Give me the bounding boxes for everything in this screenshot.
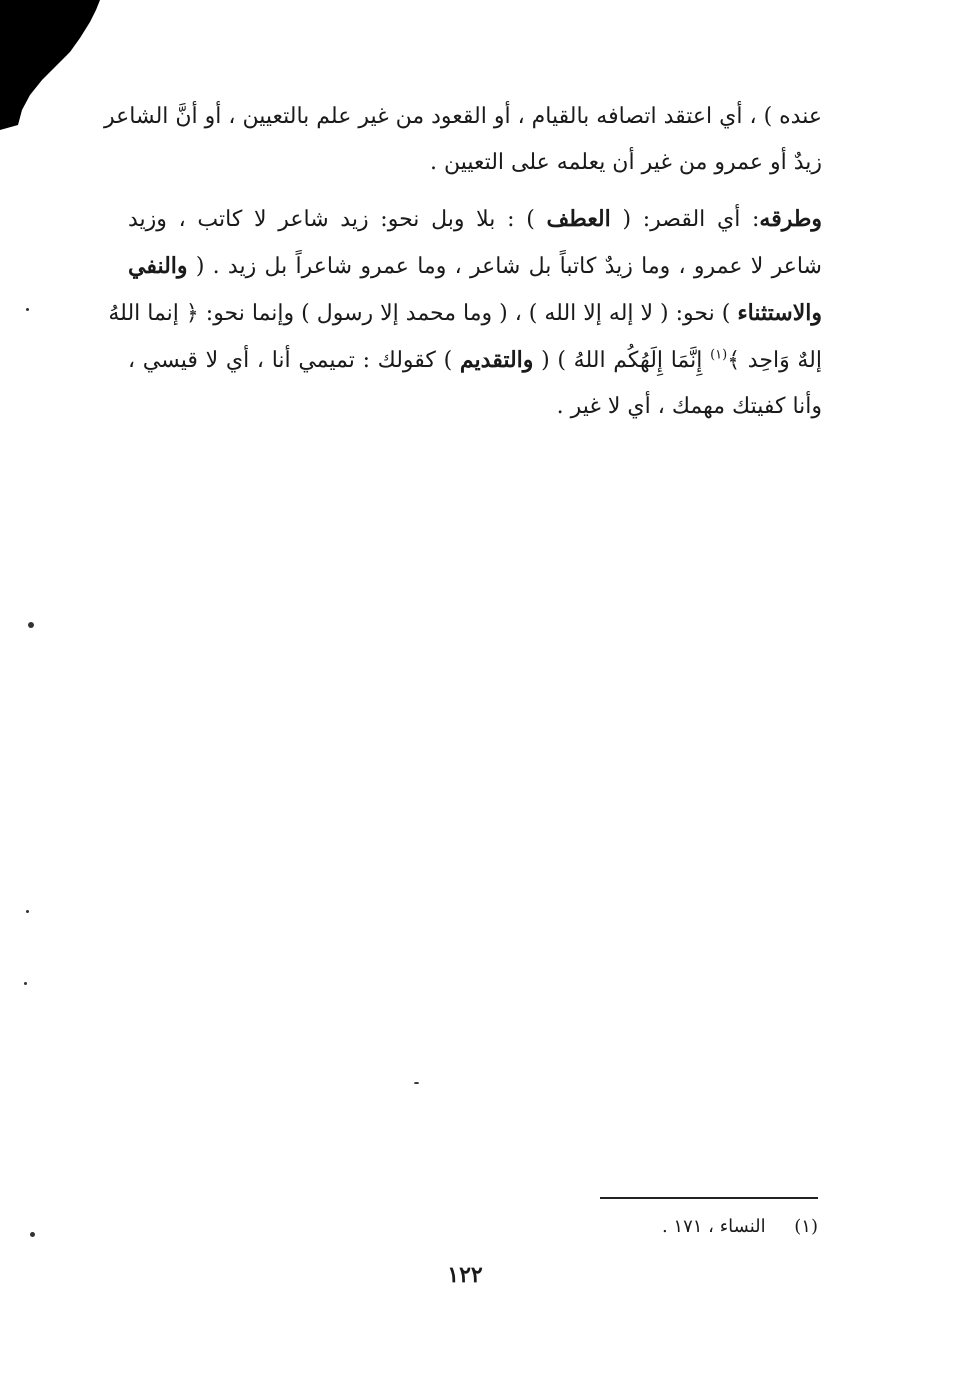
paragraph-2: [108, 196, 823, 430]
footnote: [600, 1212, 818, 1242]
footnote-marker: (١): [794, 1216, 818, 1237]
line-text: ) : بلا وبل نحو: زيد شاعر لا كاتب ، وزيد: [128, 207, 547, 232]
line-text: : أي القصر: (: [610, 207, 760, 232]
scan-corner-blot: [0, 0, 110, 130]
line-text: ) نحو: ( لا إله إلا الله ) ، ( وما محمد إلا رسول ) وإنما نحو: ﴿ إنما اللهُ: [108, 301, 738, 326]
bold-term-atf: العطف: [546, 206, 611, 232]
paragraph-2-line-5: [128, 384, 822, 430]
paragraph-2-line-2: [128, 243, 822, 290]
scan-speck: [26, 910, 29, 913]
bold-term-nafy: والنفي: [128, 253, 188, 279]
footnote-separator: [600, 1197, 818, 1199]
line-text: شاعر لا عمرو ، وما زيدٌ كاتباً بل شاعر ، وما عمرو شاعراً بل زيد . (: [187, 254, 822, 279]
paragraph-2-line-4: [128, 337, 822, 384]
bold-term-istithna: والاستثناء: [737, 300, 822, 326]
line-text: إلهٌ وَاحِد ﴾: [727, 348, 823, 373]
paragraph-2-line-1: [128, 196, 822, 243]
paragraph-1: [104, 94, 822, 186]
paragraph-2-line-3: [108, 290, 822, 337]
scan-speck: [414, 1082, 419, 1084]
line-text: ) كقولك : تميمي أنا ، أي لا قيسي ،: [128, 348, 460, 373]
scan-speck: [30, 1232, 35, 1237]
scan-speck: [28, 622, 34, 628]
scan-speck: [24, 982, 27, 985]
footnote-reference[interactable]: (١): [710, 347, 728, 363]
paragraph-1-line-2: زيدٌ أو عمرو من غير أن يعلمه على التعيين .: [429, 150, 822, 175]
line-text: إِنَّمَا إِلَهُكُم اللهُ ) (: [533, 348, 711, 373]
page-number: ١٢٢: [447, 1262, 483, 1288]
paragraph-1-line-1: عنده ) ، أي اعتقد اتصافه بالقيام ، أو القعود من غير علم بالتعيين ، أو أنَّ الشاعر: [104, 104, 822, 129]
bold-lead-term: وطرقه: [759, 206, 822, 232]
bold-term-taqdim: والتقديم: [459, 347, 534, 373]
scan-speck: [26, 308, 29, 311]
footnote-text: النساء ، ١٧١ .: [661, 1216, 766, 1237]
line-text: وأنا كفيتك مهمك ، أي لا غير .: [556, 394, 822, 419]
